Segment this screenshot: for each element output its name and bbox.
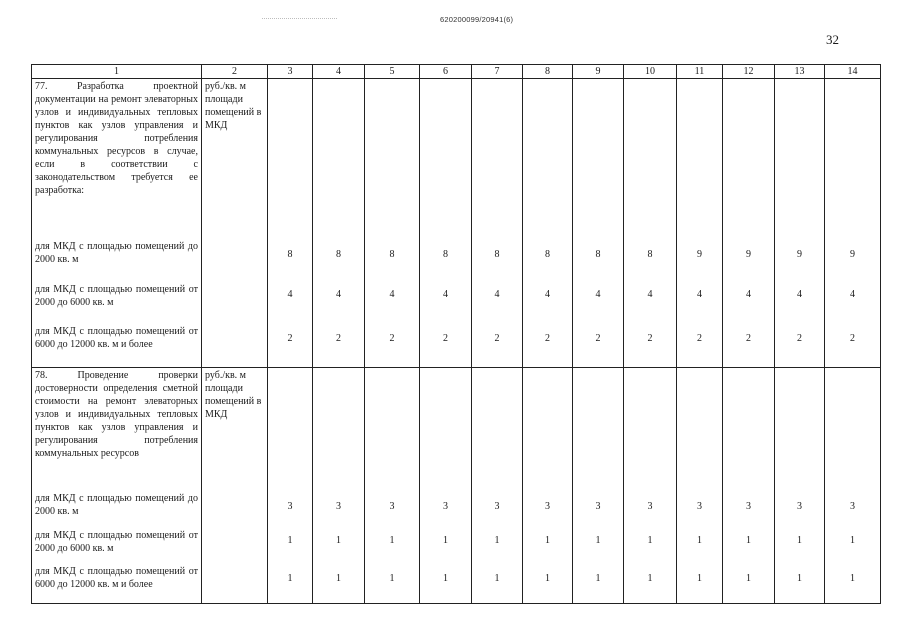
value-cell-col-13	[775, 79, 825, 368]
subrow-label: для МКД с площадью помещений до 2000 кв. м	[35, 241, 198, 265]
value-cell-col-12	[723, 368, 775, 604]
column-header-5: 5	[365, 65, 420, 79]
value-cell-col-12	[723, 79, 775, 368]
cell-value: 3	[336, 501, 341, 512]
value-cell-col-5	[365, 368, 420, 604]
cell-value: 3	[494, 501, 500, 512]
cell-value: 4	[797, 289, 802, 300]
description-cell	[32, 79, 202, 368]
cell-value: 8	[389, 249, 395, 260]
cell-value: 3	[647, 501, 653, 512]
cell-value: 1	[336, 573, 341, 584]
subrow-label: для МКД с площадью помещений от 6000 до 12000 кв. м и более	[35, 326, 198, 350]
cell-value: 1	[287, 535, 293, 546]
description-cell	[32, 368, 202, 604]
cell-value: 2	[797, 333, 802, 344]
cell-value: 4	[647, 289, 653, 300]
value-cell-col-6	[420, 79, 472, 368]
column-header-8: 8	[523, 65, 573, 79]
cell-value: 8	[545, 249, 550, 260]
column-header-12: 12	[723, 65, 775, 79]
cell-value: 4	[287, 289, 293, 300]
tariff-table	[31, 64, 881, 604]
cell-value: 3	[746, 501, 751, 512]
cell-value: 2	[545, 333, 550, 344]
cell-value: 4	[389, 289, 395, 300]
document-code: 620200099/20941(6)	[440, 15, 514, 24]
column-header-14: 14	[825, 65, 881, 79]
cell-value: 9	[746, 249, 751, 260]
cell-value: 1	[647, 535, 653, 546]
cell-value: 1	[647, 573, 653, 584]
cell-value: 1	[545, 535, 550, 546]
subrow-label: для МКД с площадью помещений от 6000 до 12000 кв. м и более	[35, 566, 198, 590]
cell-value: 9	[797, 249, 802, 260]
cell-value: 1	[797, 573, 802, 584]
cell-value: 8	[494, 249, 500, 260]
cell-value: 1	[545, 573, 550, 584]
cell-value: 2	[697, 333, 702, 344]
value-cell-col-14	[825, 79, 881, 368]
value-cell-col-8	[523, 368, 573, 604]
cell-value: 2	[494, 333, 500, 344]
cell-value: 2	[336, 333, 341, 344]
cell-value: 4	[494, 289, 500, 300]
unit-label: руб./кв. м площади помещений в МКД	[205, 81, 262, 131]
scan-artifact	[262, 18, 337, 20]
cell-value: 1	[850, 573, 855, 584]
unit-cell	[202, 368, 268, 604]
cell-value: 1	[797, 535, 802, 546]
row-description: 77. Разработка проектной документации на ремонт элеваторных узлов и индивидуальных тепловых пунктов как узлов управления и регулирования потребления коммунальных ресурсов в случае, если в соответствии с законодательством требуется ее разработка:	[35, 81, 198, 196]
cell-value: 2	[389, 333, 395, 344]
subrow-label: для МКД с площадью помещений до 2000 кв. м	[35, 493, 198, 517]
page-number: 32	[826, 32, 839, 47]
cell-value: 2	[595, 333, 601, 344]
cell-value: 9	[697, 249, 702, 260]
value-cell-col-3	[268, 79, 313, 368]
value-cell-col-11	[677, 368, 723, 604]
cell-value: 4	[746, 289, 751, 300]
cell-value: 8	[443, 249, 448, 260]
unit-cell	[202, 79, 268, 368]
cell-value: 4	[697, 289, 702, 300]
value-cell-col-7	[472, 79, 523, 368]
cell-value: 1	[850, 535, 855, 546]
cell-value: 4	[850, 289, 855, 300]
cell-value: 1	[595, 573, 601, 584]
cell-value: 2	[287, 333, 293, 344]
cell-value: 2	[647, 333, 653, 344]
cell-value: 3	[595, 501, 601, 512]
column-header-row	[32, 65, 881, 79]
value-cell-col-6	[420, 368, 472, 604]
cell-value: 2	[850, 333, 855, 344]
value-cell-col-10	[624, 368, 677, 604]
cell-value: 3	[850, 501, 855, 512]
cell-value: 3	[797, 501, 802, 512]
column-header-2: 2	[202, 65, 268, 79]
cell-value: 3	[287, 501, 293, 512]
cell-value: 1	[595, 535, 601, 546]
cell-value: 2	[443, 333, 448, 344]
value-cell-col-7	[472, 368, 523, 604]
cell-value: 1	[443, 573, 448, 584]
cell-value: 4	[545, 289, 550, 300]
cell-value: 8	[647, 249, 653, 260]
cell-value: 1	[494, 535, 500, 546]
column-header-9: 9	[573, 65, 624, 79]
subrow-label: для МКД с площадью помещений от 2000 до 6000 кв. м	[35, 530, 198, 554]
column-header-1: 1	[32, 65, 202, 79]
value-cell-col-5	[365, 79, 420, 368]
cell-value: 1	[389, 573, 395, 584]
cell-value: 2	[746, 333, 751, 344]
cell-value: 1	[336, 535, 341, 546]
column-header-4: 4	[313, 65, 365, 79]
cell-value: 9	[850, 249, 855, 260]
table-row	[32, 368, 881, 604]
cell-value: 1	[746, 535, 751, 546]
column-header-7: 7	[472, 65, 523, 79]
value-cell-col-9	[573, 368, 624, 604]
cell-value: 8	[595, 249, 601, 260]
cell-value: 4	[336, 289, 341, 300]
column-header-10: 10	[624, 65, 677, 79]
value-cell-col-11	[677, 79, 723, 368]
cell-value: 3	[443, 501, 448, 512]
value-cell-col-3	[268, 368, 313, 604]
cell-value: 1	[697, 573, 702, 584]
cell-value: 4	[443, 289, 448, 300]
cell-value: 1	[389, 535, 395, 546]
value-cell-col-13	[775, 368, 825, 604]
cell-value: 3	[697, 501, 702, 512]
cell-value: 1	[746, 573, 751, 584]
row-description: 78. Проведение проверки достоверности определения сметной стоимости на ремонт элеваторных узлов и индивидуальных тепловых пунктов как узлов управления и регулирования потребления коммунальных ресурсов	[35, 370, 198, 459]
cell-value: 8	[336, 249, 341, 260]
column-header-6: 6	[420, 65, 472, 79]
cell-value: 3	[545, 501, 550, 512]
cell-value: 3	[389, 501, 395, 512]
unit-label: руб./кв. м площади помещений в МКД	[205, 370, 262, 420]
column-header-11: 11	[677, 65, 723, 79]
value-cell-col-9	[573, 79, 624, 368]
cell-value: 1	[697, 535, 702, 546]
cell-value: 8	[287, 249, 293, 260]
cell-value: 1	[494, 573, 500, 584]
cell-value: 1	[287, 573, 293, 584]
column-header-3: 3	[268, 65, 313, 79]
value-cell-col-14	[825, 368, 881, 604]
value-cell-col-10	[624, 79, 677, 368]
cell-value: 1	[443, 535, 448, 546]
cell-value: 4	[595, 289, 601, 300]
subrow-label: для МКД с площадью помещений от 2000 до 6000 кв. м	[35, 284, 198, 308]
value-cell-col-4	[313, 368, 365, 604]
value-cell-col-4	[313, 79, 365, 368]
table-row	[32, 79, 881, 368]
value-cell-col-8	[523, 79, 573, 368]
column-header-13: 13	[775, 65, 825, 79]
